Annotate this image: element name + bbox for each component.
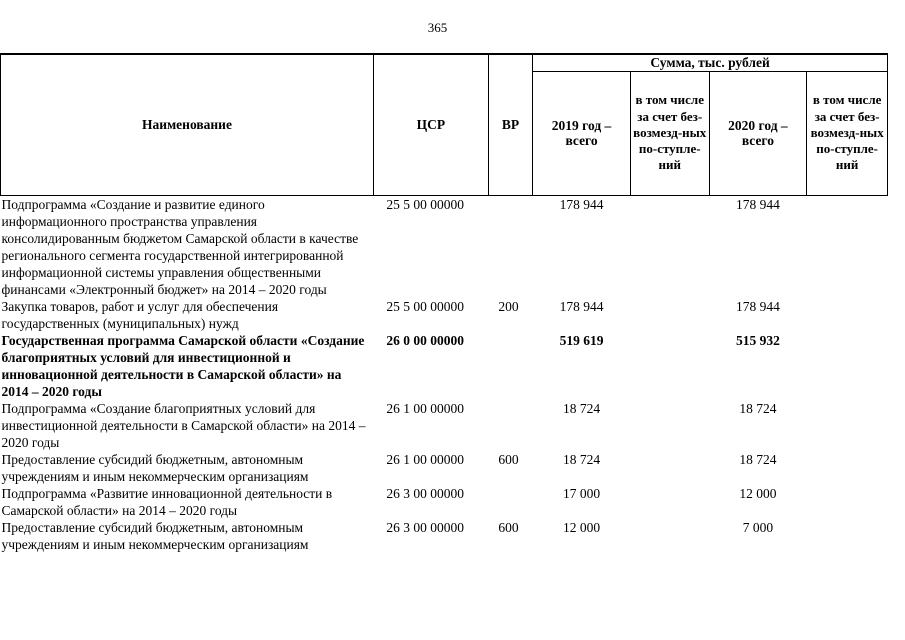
row-2019-free: [630, 400, 709, 451]
table-row: [1, 298, 888, 332]
row-2020-free: [807, 400, 888, 451]
row-vr: [488, 332, 532, 400]
row-2019-free: [630, 485, 709, 519]
row-2019-free: [630, 298, 709, 332]
row-2019-total: 178 944: [559, 298, 604, 314]
row-2020-total: 12 000: [739, 485, 777, 501]
table-row: [1, 400, 888, 451]
row-2019-total: 519 619: [559, 332, 604, 348]
row-2019-total: 18 724: [562, 400, 601, 416]
row-2020-total: 515 932: [735, 332, 780, 348]
table-body: [1, 195, 888, 553]
header-2020-free: в том числе за счет без-возмезд-ных по-ступле-ний: [807, 71, 888, 195]
table-row: [1, 519, 888, 553]
row-csr: 26 1 00 00000: [386, 451, 465, 467]
row-name: Подпрограмма «Создание благоприятных условий для инвестиционной деятельности в Самарской области» на 2014 – 2020 годы: [1, 400, 366, 450]
header-vr: ВР: [488, 54, 532, 195]
row-2020-total: 178 944: [735, 298, 780, 314]
row-2019-total: 18 724: [562, 451, 601, 467]
row-name: Государственная программа Самарской области «Создание благоприятных условий для инвестиционной и инновационной деятельности в Самарской области» на 2014 – 2020 годы: [1, 332, 365, 399]
header-name: Наименование: [1, 54, 374, 195]
row-2020-total: 178 944: [735, 196, 780, 212]
row-2019-free: [630, 519, 709, 553]
table-row: [1, 451, 888, 485]
row-name: Закупка товаров, работ и услуг для обеспечения государственных (муниципальных) нужд: [1, 298, 279, 331]
row-2019-free: [630, 332, 709, 400]
row-2020-free: [807, 332, 888, 400]
page-number: 365: [427, 20, 448, 35]
row-csr: 26 0 00 00000: [386, 332, 465, 348]
row-vr: [488, 400, 532, 451]
row-2020-total: 18 724: [739, 400, 777, 416]
row-2019-total: 17 000: [562, 485, 601, 501]
header-2020-total: 2020 год – всего: [709, 71, 807, 195]
table-row: [1, 332, 888, 400]
row-2019-free: [630, 451, 709, 485]
row-csr: 26 3 00 00000: [386, 519, 465, 535]
row-vr: 200: [498, 298, 519, 314]
row-2020-free: [807, 298, 888, 332]
row-2019-free: [630, 195, 709, 298]
header-sum-group: Сумма, тыс. рублей: [533, 54, 888, 71]
row-2020-free: [807, 519, 888, 553]
row-vr: 600: [498, 451, 519, 467]
row-2020-free: [807, 485, 888, 519]
row-vr: 600: [498, 519, 519, 535]
table-row: [1, 485, 888, 519]
row-2020-free: [807, 451, 888, 485]
row-2019-total: 178 944: [559, 196, 604, 212]
row-csr: 26 3 00 00000: [386, 485, 465, 501]
row-csr: 25 5 00 00000: [386, 298, 465, 314]
budget-table: [0, 53, 888, 553]
row-2020-total: 7 000: [742, 519, 774, 535]
table-row: [1, 195, 888, 298]
row-name: Подпрограмма «Развитие инновационной деятельности в Самарской области» на 2014 – 2020 годы: [1, 485, 333, 518]
row-vr: [488, 195, 532, 298]
row-csr: 26 1 00 00000: [386, 400, 465, 416]
header-2019-total: 2019 год – всего: [533, 71, 631, 195]
header-2019-free: в том числе за счет без-возмезд-ных по-ступле-ний: [630, 71, 709, 195]
row-csr: 25 5 00 00000: [386, 196, 465, 212]
row-name: Предоставление субсидий бюджетным, автономным учреждениям и иным некоммерческим организациям: [1, 451, 309, 484]
row-2019-total: 12 000: [562, 519, 601, 535]
row-vr: [488, 485, 532, 519]
row-name: Предоставление субсидий бюджетным, автономным учреждениям и иным некоммерческим организациям: [1, 519, 309, 552]
row-name: Подпрограмма «Создание и развитие единого информационного пространства управления консолидированным бюджетом Самарской области в качестве регионального сегмента государственной интегрированной информационной системы управления общественными финансами «Электронный бюджет» на 2014 – 2020 годы: [1, 196, 359, 297]
header-csr: ЦСР: [373, 54, 488, 195]
row-2020-total: 18 724: [739, 451, 777, 467]
row-2020-free: [807, 195, 888, 298]
